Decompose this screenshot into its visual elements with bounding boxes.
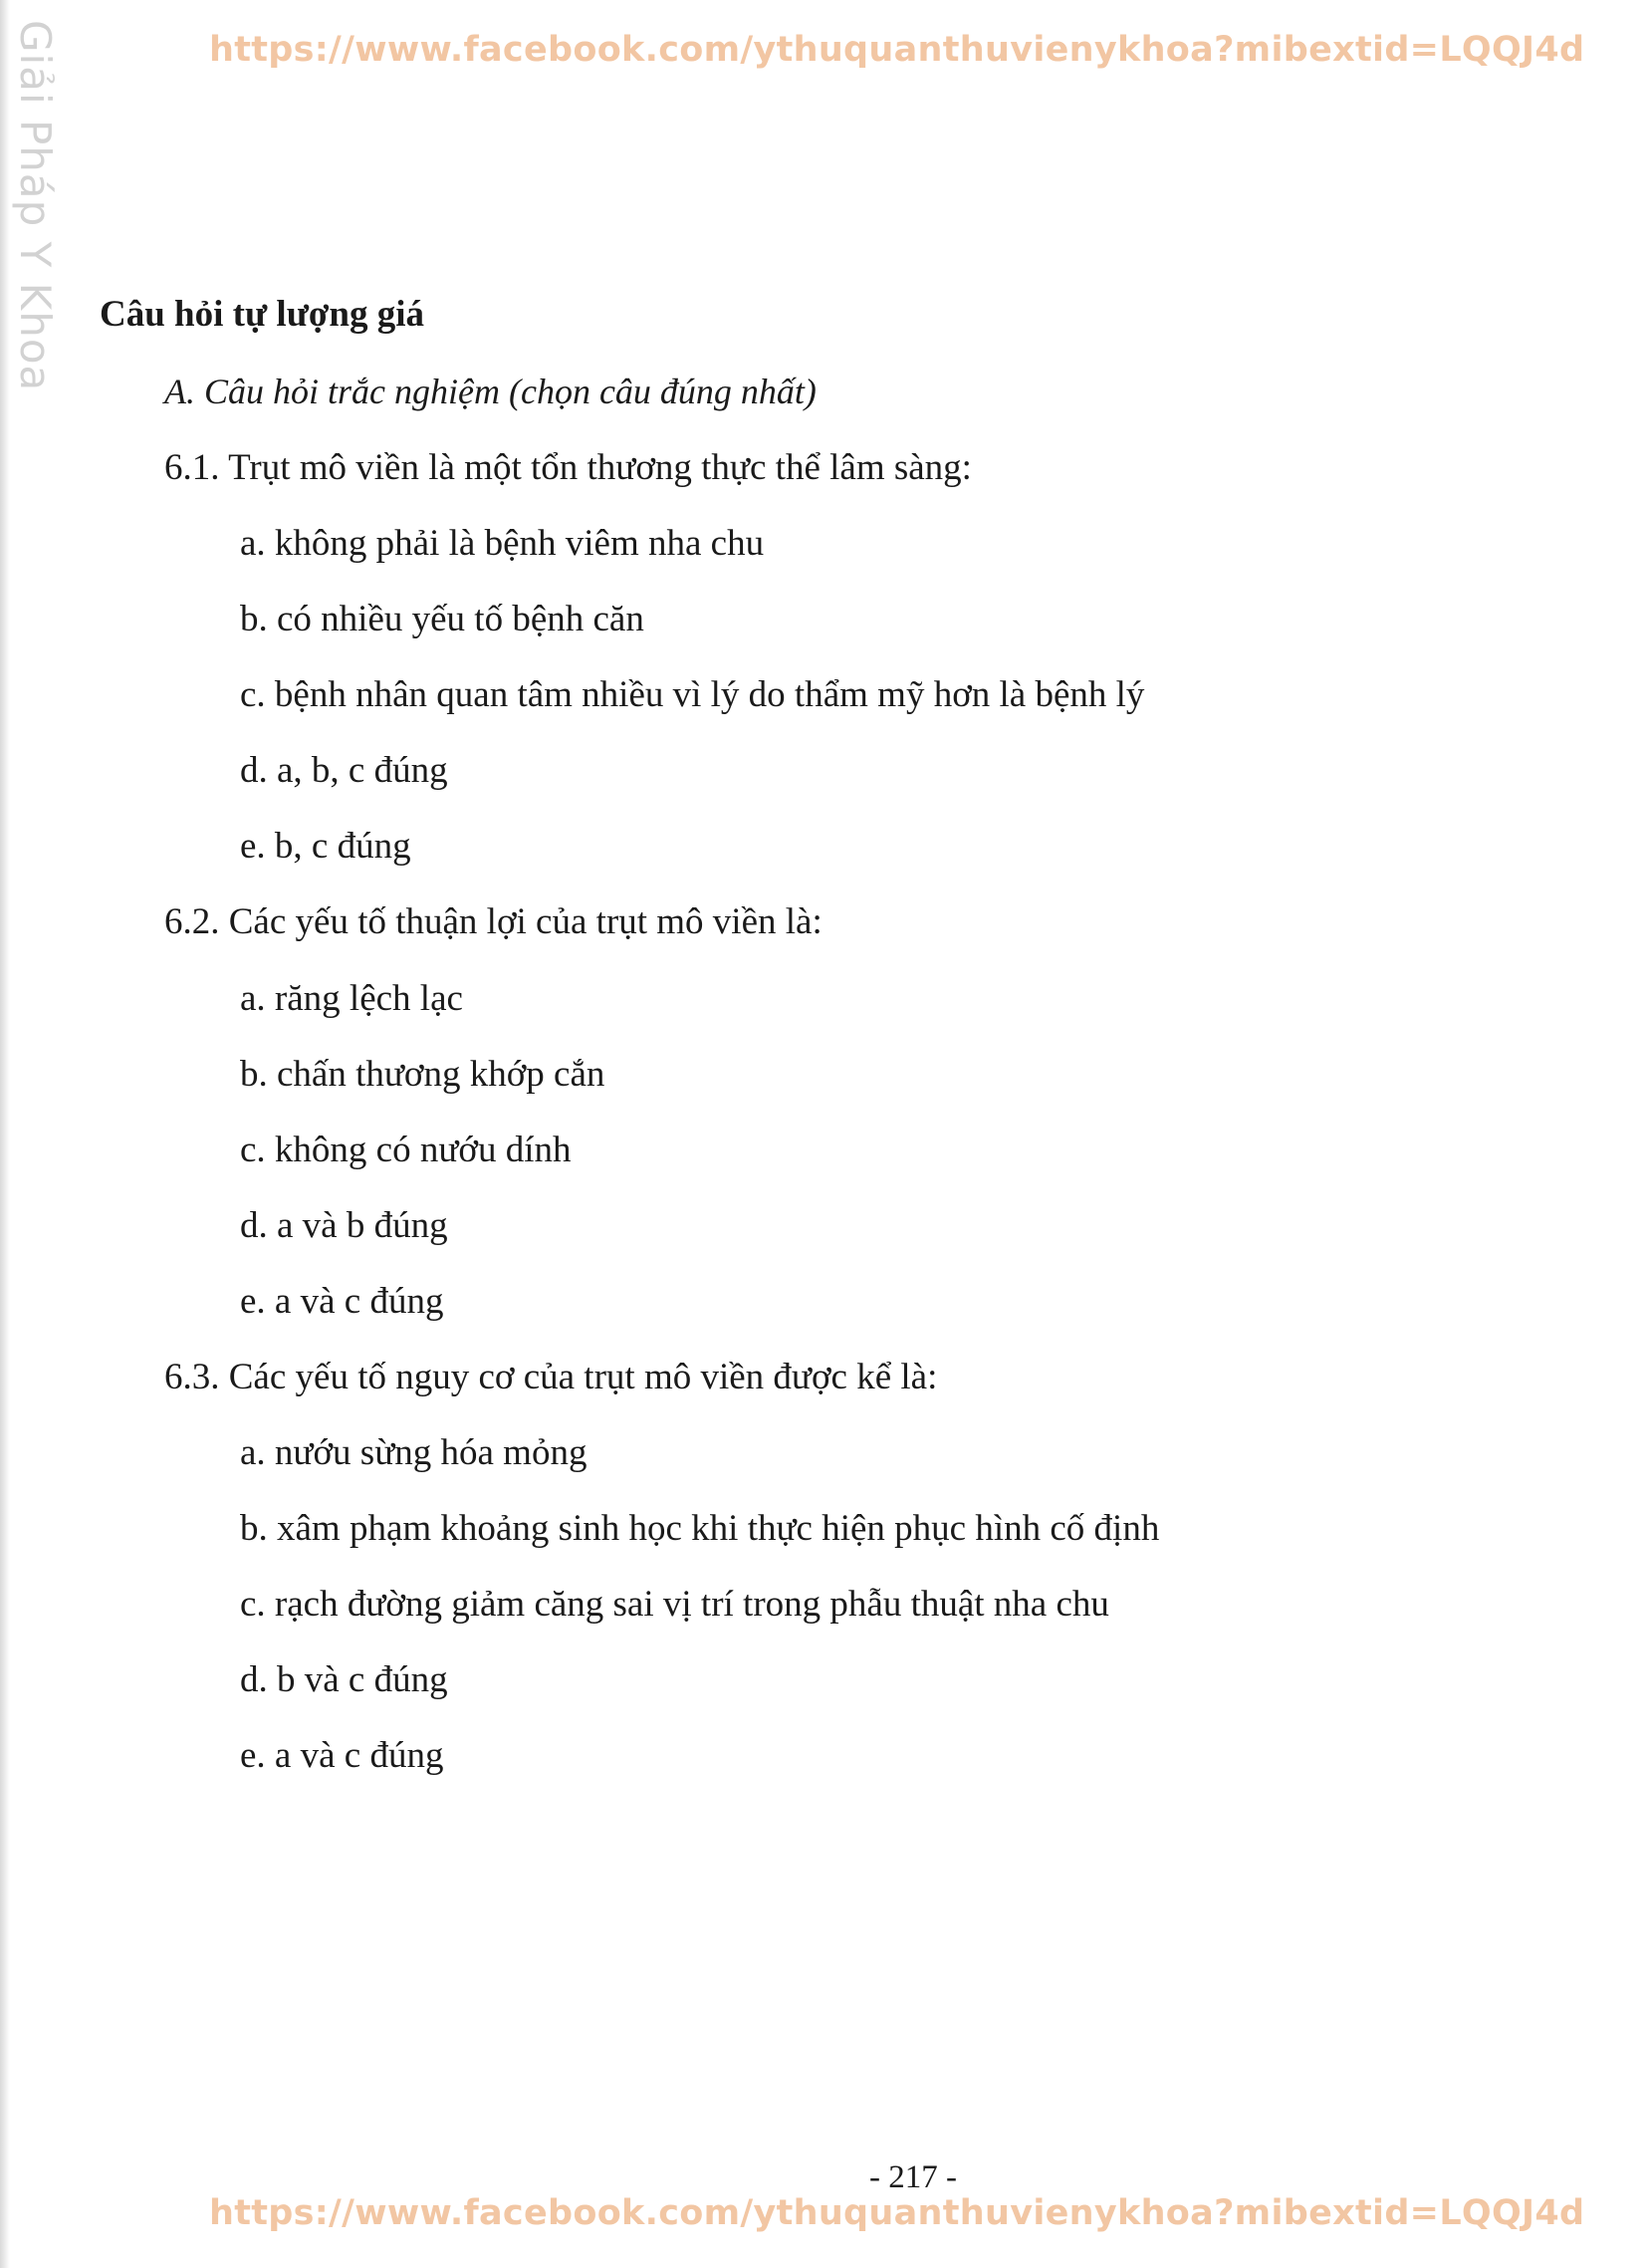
page-heading: Câu hỏi tự lượng giá: [100, 294, 425, 335]
question-6-1-option-d: d. a, b, c đúng: [240, 750, 448, 791]
question-6-3: 6.3. Các yếu tố nguy cơ của trụt mô viền được kể là:: [164, 1357, 938, 1397]
question-6-2: 6.2. Các yếu tố thuận lợi của trụt mô viền là:: [164, 901, 823, 942]
question-6-2-option-e: e. a và c đúng: [240, 1281, 444, 1322]
question-6-1: 6.1. Trụt mô viền là một tổn thương thực thể lâm sàng:: [164, 447, 972, 488]
question-6-3-option-d: d. b và c đúng: [240, 1659, 448, 1700]
question-6-3-option-a: a. nướu sừng hóa mỏng: [240, 1432, 588, 1473]
question-6-3-option-b: b. xâm phạm khoảng sinh học khi thực hiện phục hình cố định: [240, 1508, 1160, 1549]
question-6-2-option-b: b. chấn thương khớp cắn: [240, 1054, 605, 1095]
question-6-1-option-c: c. bệnh nhân quan tâm nhiều vì lý do thẩm mỹ hơn là bệnh lý: [240, 674, 1145, 715]
side-watermark-text: Giải Pháp Y Khoa: [11, 20, 60, 392]
watermark-url-top: https://www.facebook.com/ythuquanthuvienykhoa?mibextid=LQQJ4d: [209, 30, 1585, 70]
question-6-2-option-c: c. không có nướu dính: [240, 1130, 572, 1170]
question-6-1-option-e: e. b, c đúng: [240, 826, 411, 867]
question-6-2-option-d: d. a và b đúng: [240, 1205, 448, 1246]
watermark-url-bottom: https://www.facebook.com/ythuquanthuvienykhoa?mibextid=LQQJ4d: [209, 2193, 1585, 2233]
page-number: - 217 -: [869, 2159, 957, 2195]
section-title: A. Câu hỏi trắc nghiệm (chọn câu đúng nhất): [164, 372, 817, 411]
question-6-2-option-a: a. răng lệch lạc: [240, 978, 463, 1019]
question-6-3-option-c: c. rạch đường giảm căng sai vị trí trong phẫu thuật nha chu: [240, 1584, 1109, 1625]
question-6-1-option-b: b. có nhiều yếu tố bệnh căn: [240, 599, 644, 639]
page-left-edge: [0, 0, 10, 2268]
side-watermark: [11, 20, 82, 392]
question-6-1-option-a: a. không phải là bệnh viêm nha chu: [240, 523, 765, 564]
question-6-3-option-e: e. a và c đúng: [240, 1735, 444, 1776]
